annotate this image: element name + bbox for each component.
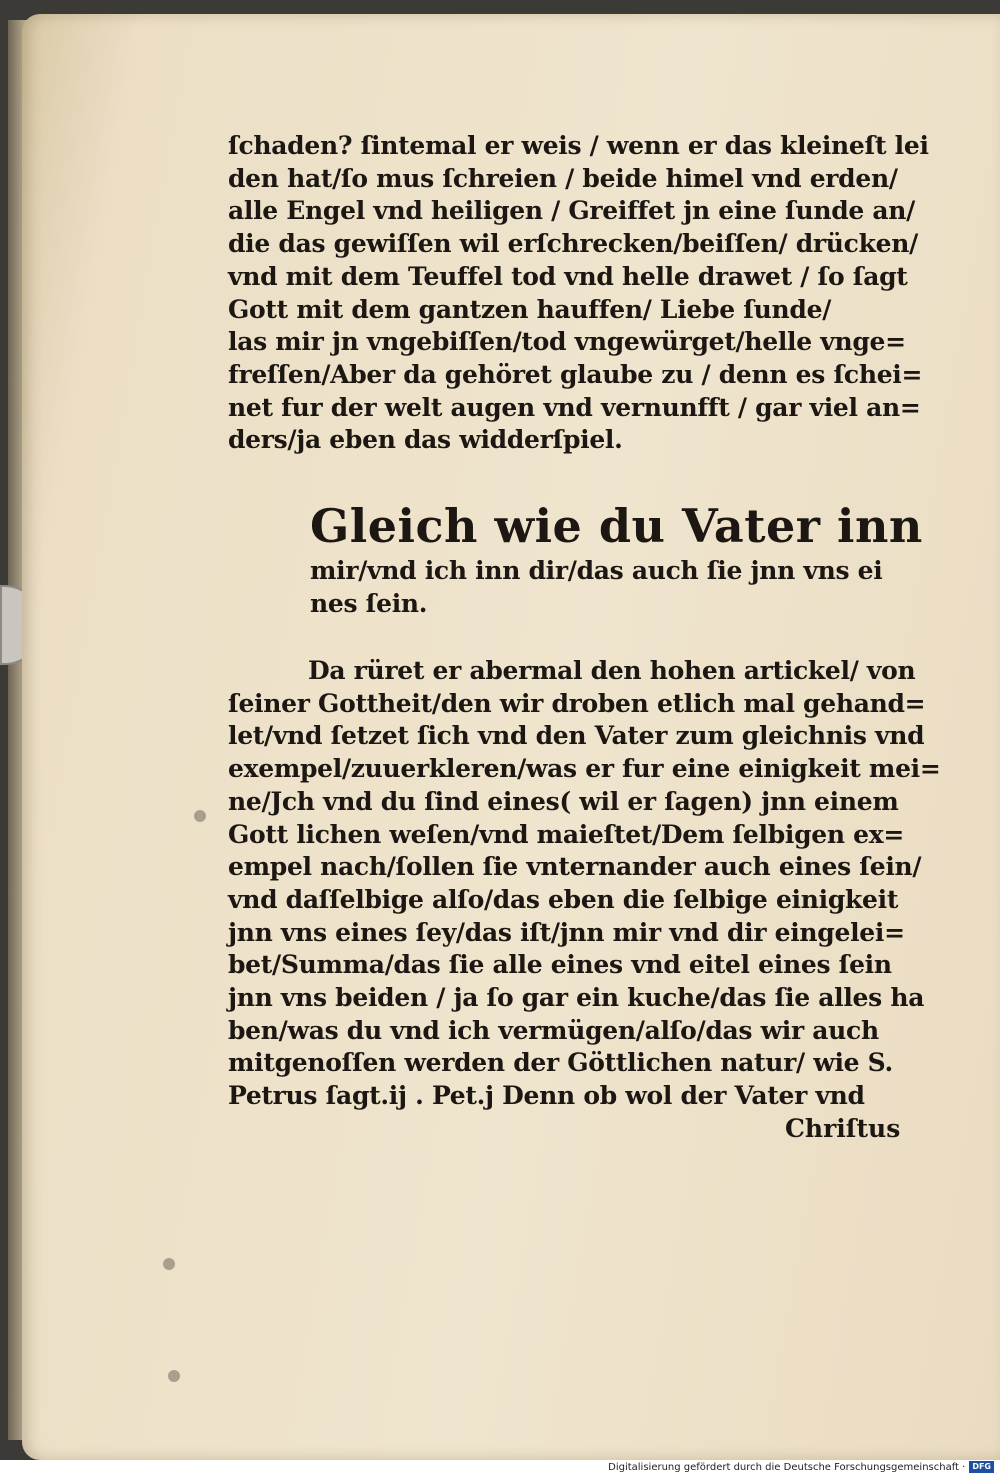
text-line: mitgenoſſen werden der Göttlichen natur/ wie S.	[228, 1048, 893, 1078]
text-line: jnn vns beiden / ja ſo gar ein kuche/das ſie alles ha	[228, 983, 925, 1013]
paragraph-2	[228, 655, 941, 1113]
text-line: ben/was du vnd ich vermügen/alſo/das wir auch	[228, 1015, 879, 1045]
text-line: let/vnd ſetzet ſich vnd den Vater zum gleichnis vnd	[228, 721, 925, 751]
page-spot	[163, 1258, 175, 1270]
text-line: Gott lichen weſen/vnd maieſtet/Dem ſelbigen ex=	[228, 819, 905, 849]
text-line: ſchaden? ſintemal er weis / wenn er das kleineſt lei	[228, 131, 929, 160]
text-line: vnd mit dem Teuffel tod vnd helle drawet / ſo ſagt	[228, 261, 908, 291]
text-line: ne/Jch vnd du ſind eines( wil er ſagen) jnn einem	[228, 786, 899, 816]
text-line: bet/Summa/das ſie alle eines vnd eitel eines ſein	[228, 950, 892, 980]
text-line: Da rüret er abermal den hohen artickel/ von	[308, 656, 916, 685]
text-line: Gott mit dem gantzen hauffen/ Liebe ſunde/	[228, 294, 832, 324]
text-line: die das gewiſſen wil erſchrecken/beiſſen/ drücken/	[228, 229, 918, 259]
text-line: jnn vns eines ſey/das iſt/jnn mir vnd dir eingelei=	[228, 917, 905, 947]
text-line: alle Engel vnd heiligen / Greiffet jn eine ſunde an/	[228, 196, 915, 226]
text-line: net fur der welt augen vnd vernunfft / gar viel an=	[228, 392, 921, 422]
catchword: Chriſtus	[785, 1114, 901, 1143]
page-spot	[168, 1370, 180, 1382]
text-line: exempel/zuuerkleren/was er fur eine einigkeit mei=	[228, 754, 941, 784]
section-heading	[310, 498, 923, 620]
heading-line: nes ſein.	[310, 589, 428, 618]
text-line: ſeiner Gottheit/den wir droben etlich mal gehand=	[228, 688, 926, 718]
page-spot	[194, 810, 206, 822]
text-line: ders/ja eben das widderſpiel.	[228, 425, 623, 455]
dfg-logo: DFG	[969, 1461, 994, 1473]
funding-notice: Digitalisierung gefördert durch die Deutsche Forschungsgemeinschaft ·	[608, 1462, 966, 1473]
paragraph-1	[228, 130, 929, 457]
digitization-footer	[0, 1460, 1000, 1475]
text-line: vnd daſſelbige alſo/das eben die ſelbige einigkeit	[228, 884, 899, 914]
text-line: Petrus ſagt.ij . Pet.j Denn ob wol der Vater vnd	[228, 1081, 865, 1111]
text-line: empel nach/ſollen ſie vnternander auch eines ſein/	[228, 852, 922, 882]
heading-line: mir/vnd ich inn dir/das auch ſie jnn vns ei	[310, 556, 883, 585]
text-line: las mir jn vngebiſſen/tod vngewürget/helle vnge=	[228, 327, 906, 357]
text-line: den hat/ſo mus ſchreien / beide himel vnd erden/	[228, 163, 898, 193]
heading-large-line: Gleich wie du Vater inn	[310, 499, 923, 553]
text-line: freſſen/Aber da gehöret glaube zu / denn es ſchei=	[228, 359, 923, 389]
